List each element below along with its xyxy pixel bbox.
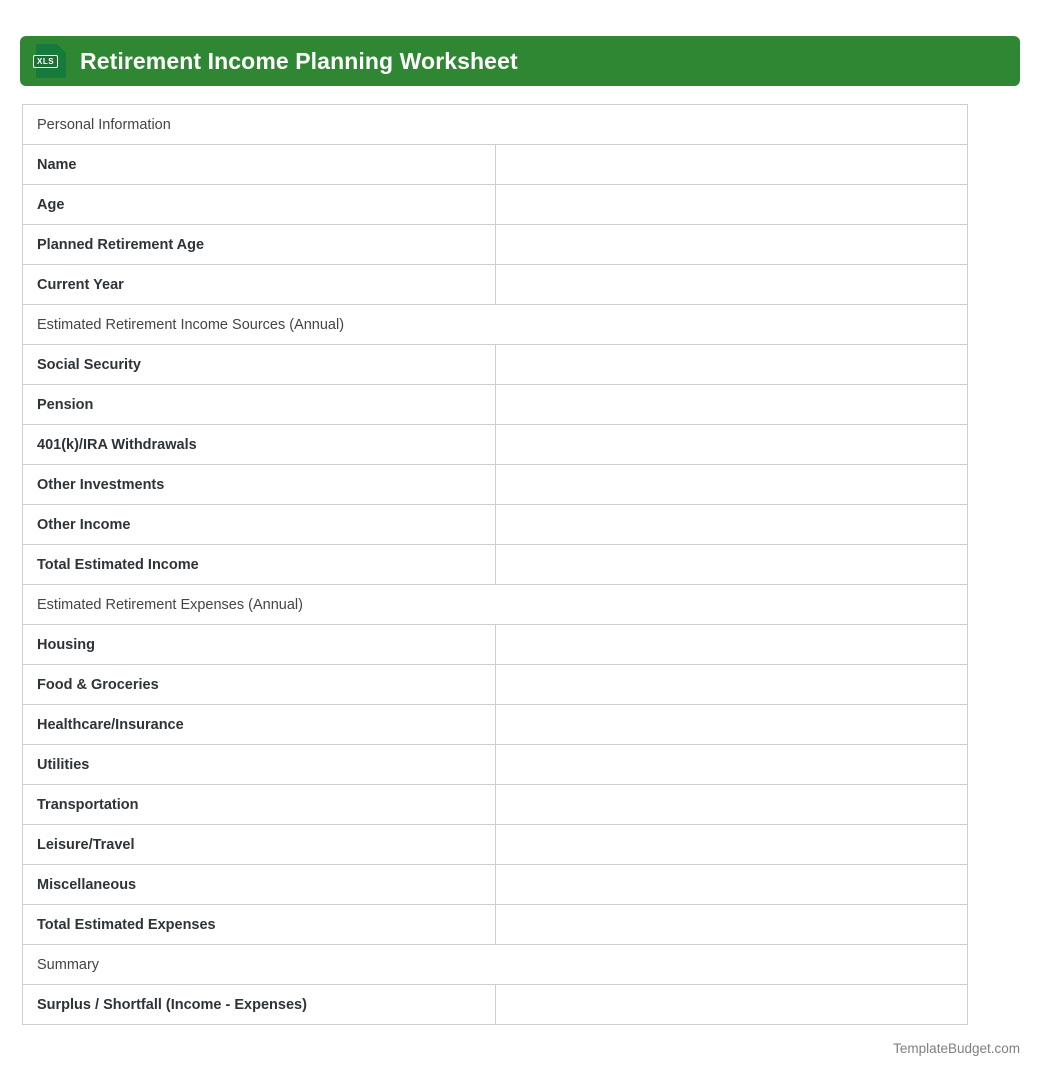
worksheet-row	[23, 465, 968, 505]
row-label-cell: Food & Groceries	[23, 665, 496, 705]
worksheet-row	[23, 665, 968, 705]
worksheet-row	[23, 545, 968, 585]
row-label-cell: Other Investments	[23, 465, 496, 505]
row-value-cell[interactable]	[495, 425, 968, 465]
row-label-cell: Miscellaneous	[23, 865, 496, 905]
worksheet-row	[23, 785, 968, 825]
section-header-row	[23, 105, 968, 145]
row-value-cell[interactable]	[495, 745, 968, 785]
section-label-cell: Estimated Retirement Income Sources (Annual)	[23, 305, 968, 345]
row-value-cell[interactable]	[495, 785, 968, 825]
worksheet-row	[23, 265, 968, 305]
row-label-cell: Total Estimated Expenses	[23, 905, 496, 945]
section-header-row	[23, 585, 968, 625]
worksheet-row	[23, 865, 968, 905]
row-label-cell: Transportation	[23, 785, 496, 825]
worksheet-row	[23, 825, 968, 865]
row-label-cell: Social Security	[23, 345, 496, 385]
row-value-cell[interactable]	[495, 905, 968, 945]
row-value-cell[interactable]	[495, 545, 968, 585]
row-value-cell[interactable]	[495, 825, 968, 865]
worksheet-table-body	[23, 105, 968, 1025]
row-value-cell[interactable]	[495, 265, 968, 305]
row-label-cell: Age	[23, 185, 496, 225]
row-label-cell: Housing	[23, 625, 496, 665]
row-label-cell: 401(k)/IRA Withdrawals	[23, 425, 496, 465]
worksheet-row	[23, 505, 968, 545]
worksheet-row	[23, 985, 968, 1025]
row-label-cell: Planned Retirement Age	[23, 225, 496, 265]
row-label-cell: Pension	[23, 385, 496, 425]
worksheet-row	[23, 905, 968, 945]
worksheet-row	[23, 345, 968, 385]
row-value-cell[interactable]	[495, 705, 968, 745]
row-label-cell: Total Estimated Income	[23, 545, 496, 585]
worksheet-table	[22, 104, 968, 1025]
row-value-cell[interactable]	[495, 225, 968, 265]
row-value-cell[interactable]	[495, 985, 968, 1025]
row-value-cell[interactable]	[495, 385, 968, 425]
section-header-row	[23, 945, 968, 985]
section-label-cell: Estimated Retirement Expenses (Annual)	[23, 585, 968, 625]
row-value-cell[interactable]	[495, 345, 968, 385]
row-value-cell[interactable]	[495, 145, 968, 185]
row-value-cell[interactable]	[495, 865, 968, 905]
document-title-bar	[20, 36, 1020, 86]
worksheet-row	[23, 385, 968, 425]
row-value-cell[interactable]	[495, 185, 968, 225]
worksheet-row	[23, 425, 968, 465]
row-value-cell[interactable]	[495, 625, 968, 665]
worksheet-row	[23, 225, 968, 265]
row-label-cell: Leisure/Travel	[23, 825, 496, 865]
worksheet-row	[23, 705, 968, 745]
row-label-cell: Utilities	[23, 745, 496, 785]
row-value-cell[interactable]	[495, 465, 968, 505]
page-title: Retirement Income Planning Worksheet	[80, 47, 518, 74]
worksheet-row	[23, 625, 968, 665]
worksheet-row	[23, 185, 968, 225]
worksheet-row	[23, 145, 968, 185]
xls-badge-label: XLS	[33, 55, 58, 68]
section-header-row	[23, 305, 968, 345]
worksheet-row	[23, 745, 968, 785]
xls-file-icon	[36, 44, 66, 78]
row-label-cell: Current Year	[23, 265, 496, 305]
row-value-cell[interactable]	[495, 505, 968, 545]
row-label-cell: Other Income	[23, 505, 496, 545]
row-label-cell: Healthcare/Insurance	[23, 705, 496, 745]
section-label-cell: Summary	[23, 945, 968, 985]
row-label-cell: Name	[23, 145, 496, 185]
section-label-cell: Personal Information	[23, 105, 968, 145]
row-label-cell: Surplus / Shortfall (Income - Expenses)	[23, 985, 496, 1025]
site-credit: TemplateBudget.com	[893, 1041, 1020, 1056]
row-value-cell[interactable]	[495, 665, 968, 705]
